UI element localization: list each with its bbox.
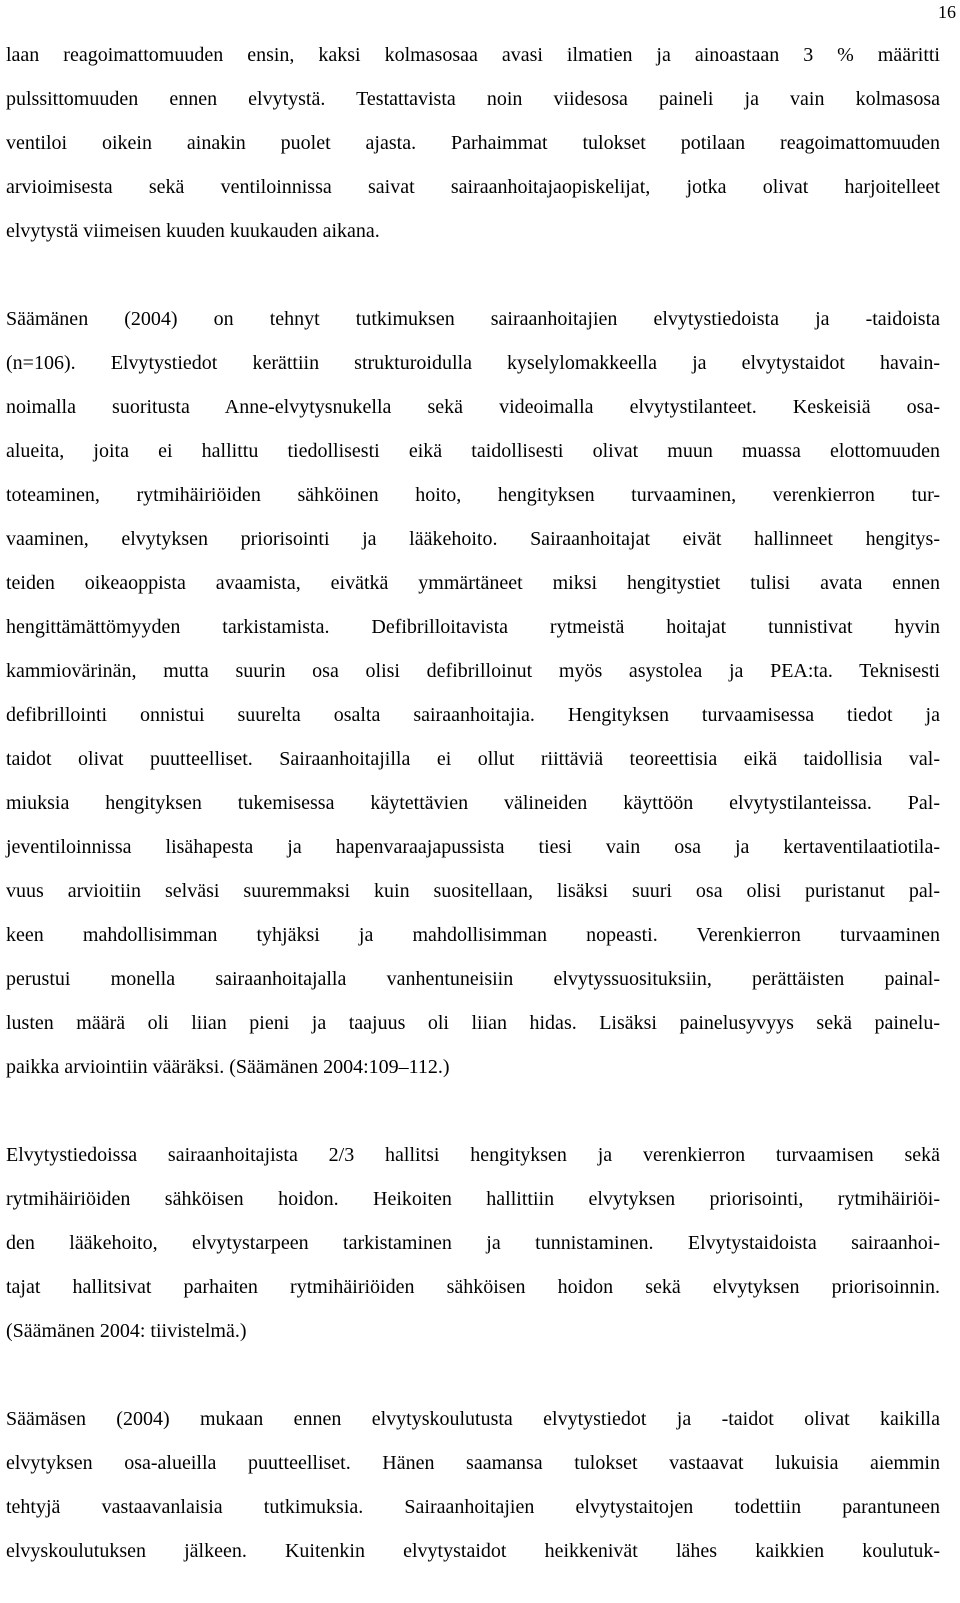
text-line: paikka arviointiin vääräksi. (Säämänen 2004:109–112.) bbox=[6, 1056, 450, 1078]
text-line: (n=106). Elvytystiedot kerättiin strukturoidulla kyselylomakkeella ja elvytystaidot havain- bbox=[6, 352, 940, 374]
text-line: ventiloi oikein ainakin puolet ajasta. Parhaimmat tulokset potilaan reagoimattomuuden bbox=[6, 132, 940, 154]
text-line: jeventiloinnissa lisähapesta ja hapenvaraajapussista tiesi vain osa ja kertaventilaatiotila- bbox=[6, 836, 940, 858]
text-line: arvioimisesta sekä ventiloinnissa saivat sairaanhoitajaopiskelijat, jotka olivat harjoitelleet bbox=[6, 176, 940, 198]
text-line: laan reagoimattomuuden ensin, kaksi kolmasosaa avasi ilmatien ja ainoastaan 3 % määritti bbox=[6, 44, 940, 66]
text-line: perustui monella sairaanhoitajalla vanhentuneisiin elvytyssuosituksiin, perättäisten painal- bbox=[6, 968, 940, 990]
text-line: toteaminen, rytmihäiriöiden sähköinen hoito, hengityksen turvaaminen, verenkierron tur- bbox=[6, 484, 940, 506]
text-line: alueita, joita ei hallittu tiedollisesti eikä taidollisesti olivat muun muassa elottomuuden bbox=[6, 440, 940, 462]
text-line: rytmihäiriöiden sähköisen hoidon. Heikoiten hallittiin elvytyksen priorisointi, rytmihäiriöi- bbox=[6, 1188, 940, 1210]
text-line: noimalla suoritusta Anne-elvytysnukella sekä videoimalla elvytystilanteet. Keskeisiä osa- bbox=[6, 396, 940, 418]
text-line: vuus arvioitiin selväsi suuremmaksi kuin suositellaan, lisäksi suuri osa olisi puristanut pal- bbox=[6, 880, 940, 902]
paragraph-3 bbox=[6, 1133, 940, 1353]
text-line: Säämäsen (2004) mukaan ennen elvytyskoulutusta elvytystiedot ja -taidot olivat kaikilla bbox=[6, 1408, 940, 1430]
text-line: tehtyjä vastaavanlaisia tutkimuksia. Sairaanhoitajien elvytystaitojen todettiin parantuneen bbox=[6, 1496, 940, 1518]
text-line: elvytyksen osa-alueilla puutteelliset. Hänen saamansa tulokset vastaavat lukuisia aiemmin bbox=[6, 1452, 940, 1474]
text-line: den lääkehoito, elvytystarpeen tarkistaminen ja tunnistaminen. Elvytystaidoista sairaanhoi- bbox=[6, 1232, 940, 1254]
text-line: elvyskoulutuksen jälkeen. Kuitenkin elvytystaidot heikkenivät lähes kaikkien koulutuk- bbox=[6, 1540, 940, 1562]
paragraph-2 bbox=[6, 297, 940, 1089]
text-line: Säämänen (2004) on tehnyt tutkimuksen sairaanhoitajien elvytystiedoista ja -taidoista bbox=[6, 308, 940, 330]
text-line: defibrillointi onnistui suurelta osalta sairaanhoitajia. Hengityksen turvaamisessa tiedot ja bbox=[6, 704, 940, 726]
text-line: keen mahdollisimman tyhjäksi ja mahdollisimman nopeasti. Verenkierron turvaaminen bbox=[6, 924, 940, 946]
text-line: miuksia hengityksen tukemisessa käytettävien välineiden käyttöön elvytystilanteissa. Pal- bbox=[6, 792, 940, 814]
text-line: teiden oikeaoppista avaamista, eivätkä ymmärtäneet miksi hengitystiet tulisi avata ennen bbox=[6, 572, 940, 594]
text-line: taidot olivat puutteelliset. Sairaanhoitajilla ei ollut riittäviä teoreettisia eikä taidollisia val- bbox=[6, 748, 940, 770]
text-line: elvytystä viimeisen kuuden kuukauden aikana. bbox=[6, 220, 380, 242]
paragraph-1 bbox=[6, 33, 940, 253]
text-line: (Säämänen 2004: tiivistelmä.) bbox=[6, 1320, 247, 1342]
text-line: tajat hallitsivat parhaiten rytmihäiriöiden sähköisen hoidon sekä elvytyksen priorisoinnin. bbox=[6, 1276, 940, 1298]
text-line: vaaminen, elvytyksen priorisointi ja lääkehoito. Sairaanhoitajat eivät hallinneet hengitys- bbox=[6, 528, 940, 550]
page-number: 16 bbox=[938, 2, 956, 22]
text-line: Elvytystiedoissa sairaanhoitajista 2/3 hallitsi hengityksen ja verenkierron turvaamisen sekä bbox=[6, 1144, 940, 1166]
paragraph-4 bbox=[6, 1397, 940, 1573]
text-line: pulssittomuuden ennen elvytystä. Testattavista noin viidesosa paineli ja vain kolmasosa bbox=[6, 88, 940, 110]
text-line: kammiovärinän, mutta suurin osa olisi defibrilloinut myös asystolea ja PEA:ta. Teknisesti bbox=[6, 660, 940, 682]
text-line: lusten määrä oli liian pieni ja taajuus oli liian hidas. Lisäksi painelusyvyys sekä painelu- bbox=[6, 1012, 940, 1034]
text-line: hengittämättömyyden tarkistamista. Defibrilloitavista rytmeistä hoitajat tunnistivat hyvin bbox=[6, 616, 940, 638]
